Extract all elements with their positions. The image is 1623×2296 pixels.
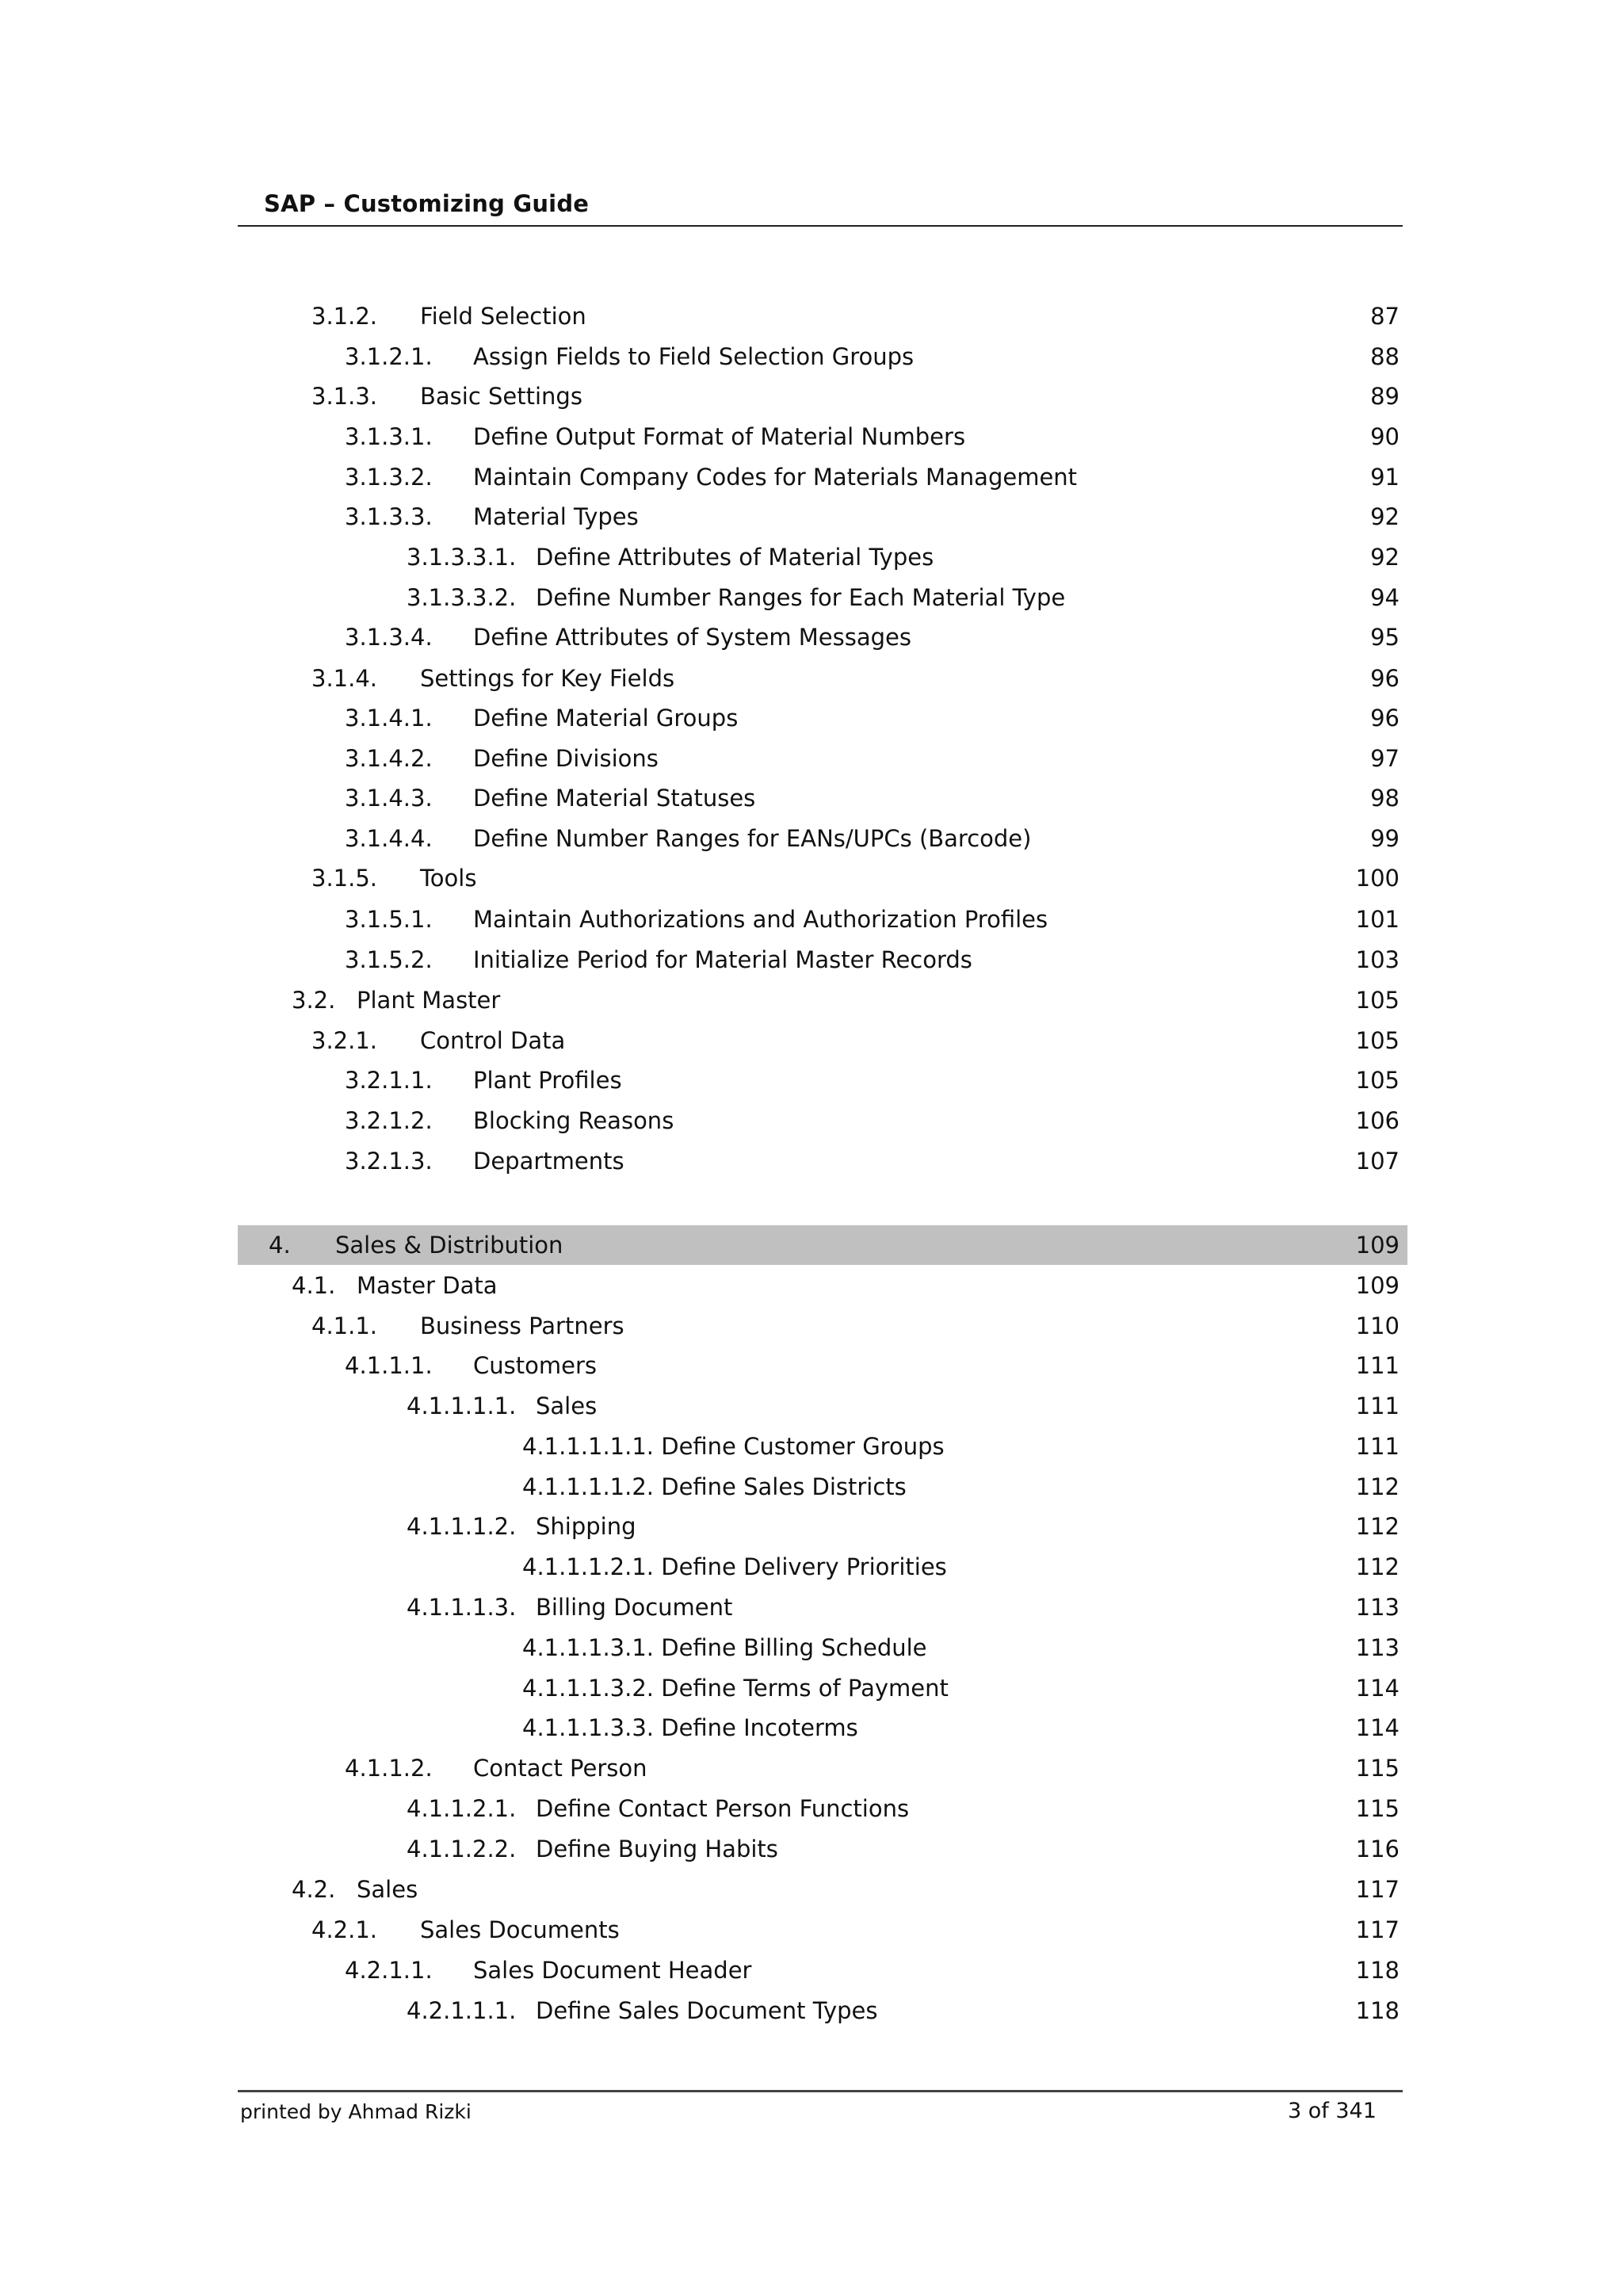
toc-entry-page-number: 118	[1355, 1957, 1400, 1984]
toc-entry-number: 3.2.1.1.	[345, 1067, 433, 1094]
toc-entry-number: 3.1.4.4.	[345, 825, 433, 852]
toc-entry-page-number: 116	[1355, 1836, 1400, 1862]
toc-entry-title: Billing Document	[536, 1594, 733, 1621]
toc-entry[interactable]	[238, 900, 1403, 939]
toc-entry-title: Control Data	[420, 1027, 566, 1054]
toc-entry-label: 4.1.1.1.3.2. Define Terms of Payment	[522, 1675, 949, 1702]
footer-printed-by: printed by Ahmad Rizki	[240, 2100, 472, 2123]
toc-entry[interactable]	[238, 1021, 1403, 1060]
toc-chapter-heading[interactable]	[238, 1225, 1407, 1265]
toc-entry-title: Define Attributes of Material Types	[536, 544, 934, 571]
toc-entry[interactable]	[238, 698, 1403, 738]
toc-entry-page-number: 113	[1355, 1634, 1400, 1661]
toc-entry[interactable]	[238, 1547, 1403, 1587]
toc-entry-page-number: 87	[1370, 303, 1400, 330]
toc-entry-title: Assign Fields to Field Selection Groups	[473, 343, 915, 370]
toc-entry-title: Shipping	[536, 1513, 636, 1540]
toc-entry[interactable]	[238, 1587, 1403, 1627]
toc-entry-title: Maintain Company Codes for Materials Management	[473, 464, 1078, 491]
toc-entry-number: 3.1.3.3.	[345, 503, 433, 530]
toc-entry-number: 3.2.1.2.	[345, 1107, 433, 1134]
toc-entry-title: Plant Master	[357, 987, 501, 1014]
toc-entry-page-number: 92	[1370, 544, 1400, 571]
toc-entry-number: 3.1.2.1.	[345, 343, 433, 370]
toc-entry-title: Material Types	[473, 503, 639, 530]
toc-entry-page-number: 117	[1355, 1916, 1400, 1943]
toc-entry-number: 3.1.3.3.1.	[407, 544, 517, 571]
toc-entry-title: Departments	[473, 1148, 624, 1175]
toc-entry-number: 4.1.1.2.2.	[407, 1836, 517, 1862]
toc-entry-page-number: 110	[1355, 1312, 1400, 1339]
header-divider	[238, 225, 1403, 227]
toc-entry[interactable]	[238, 1427, 1403, 1466]
toc-entry-title: Sales Documents	[420, 1916, 620, 1943]
toc-entry-title: Tools	[420, 865, 477, 892]
toc-entry-title: Settings for Key Fields	[420, 665, 675, 692]
toc-entry[interactable]	[238, 1628, 1403, 1668]
toc-entry[interactable]	[238, 659, 1403, 698]
toc-entry[interactable]	[238, 1060, 1403, 1100]
toc-entry-number: 3.2.1.3.	[345, 1148, 433, 1175]
toc-entry-title: Sales	[357, 1876, 418, 1903]
toc-entry-page-number: 91	[1370, 464, 1400, 491]
toc-entry-title: Define Number Ranges for EANs/UPCs (Barcode)	[473, 825, 1032, 852]
toc-entry-title: Define Number Ranges for Each Material Type	[536, 584, 1066, 611]
toc-entry-number: 3.1.5.1.	[345, 906, 433, 933]
toc-entry-page-number: 114	[1355, 1714, 1400, 1741]
toc-entry-label: 4.1.1.1.2.1. Define Delivery Priorities	[522, 1553, 947, 1580]
toc-entry[interactable]	[238, 1789, 1403, 1828]
toc-entry-title: Maintain Authorizations and Authorization Profiles	[473, 906, 1048, 933]
toc-entry-number: 3.2.1.	[311, 1027, 378, 1054]
toc-entry[interactable]	[238, 497, 1403, 537]
toc-entry-page-number: 107	[1355, 1148, 1400, 1175]
toc-entry-number: 3.1.3.3.2.	[407, 584, 517, 611]
toc-entry-label: 4.1.1.1.3.1. Define Billing Schedule	[522, 1634, 927, 1661]
toc-entry-page-number: 113	[1355, 1594, 1400, 1621]
toc-entry-page-number: 90	[1370, 423, 1400, 450]
toc-entry-page-number: 92	[1370, 503, 1400, 530]
toc-entry-number: 4.	[269, 1232, 291, 1259]
toc-entry-number: 4.1.	[292, 1272, 336, 1299]
toc-entry-title: Sales	[536, 1392, 598, 1419]
toc-entry-page-number: 101	[1355, 906, 1400, 933]
toc-entry-number: 3.1.3.1.	[345, 423, 433, 450]
toc-entry-number: 3.1.4.	[311, 665, 378, 692]
toc-entry-number: 4.1.1.1.3.	[407, 1594, 517, 1621]
toc-entry[interactable]	[238, 296, 1403, 336]
toc-entry[interactable]	[238, 578, 1403, 617]
toc-entry-page-number: 99	[1370, 825, 1400, 852]
toc-entry-page-number: 109	[1355, 1272, 1400, 1299]
footer-page-indicator: 3 of 341	[1288, 2099, 1377, 2123]
toc-entry[interactable]	[238, 1829, 1403, 1869]
toc-entry-title: Define Material Groups	[473, 705, 739, 732]
toc-entry[interactable]	[238, 778, 1403, 818]
toc-entry[interactable]	[238, 1748, 1403, 1788]
toc-entry-number: 3.1.3.2.	[345, 464, 433, 491]
toc-entry-title: Define Buying Habits	[536, 1836, 778, 1862]
toc-entry-page-number: 109	[1355, 1232, 1400, 1259]
toc-entry-title: Field Selection	[420, 303, 586, 330]
toc-entry[interactable]	[238, 1910, 1403, 1950]
toc-entry-number: 4.1.1.2.	[345, 1755, 433, 1782]
toc-entry-title: Sales & Distribution	[335, 1232, 563, 1259]
toc-entry-page-number: 94	[1370, 584, 1400, 611]
toc-entry-page-number: 112	[1355, 1473, 1400, 1500]
toc-entry[interactable]	[238, 1507, 1403, 1546]
toc-entry[interactable]	[238, 940, 1403, 980]
toc-entry[interactable]	[238, 819, 1403, 858]
toc-entry-number: 4.2.1.1.	[345, 1957, 433, 1984]
toc-entry[interactable]	[238, 739, 1403, 778]
toc-entry-label: 4.1.1.1.1.1. Define Customer Groups	[522, 1433, 945, 1460]
toc-entry-number: 4.2.1.1.1.	[407, 1997, 517, 2024]
toc-entry[interactable]	[238, 1991, 1403, 2030]
toc-entry[interactable]	[238, 1386, 1403, 1426]
toc-entry-page-number: 115	[1355, 1755, 1400, 1782]
toc-entry[interactable]	[238, 1346, 1403, 1385]
toc-entry-title: Sales Document Header	[473, 1957, 752, 1984]
toc-entry-page-number: 112	[1355, 1513, 1400, 1540]
toc-entry-page-number: 89	[1370, 383, 1400, 410]
toc-entry-page-number: 115	[1355, 1795, 1400, 1822]
toc-entry-title: Plant Profiles	[473, 1067, 622, 1094]
toc-entry-title: Define Sales Document Types	[536, 1997, 878, 2024]
toc-entry-page-number: 105	[1355, 1067, 1400, 1094]
toc-entry-title: Master Data	[357, 1272, 498, 1299]
toc-entry[interactable]	[238, 376, 1403, 416]
toc-entry[interactable]	[238, 980, 1403, 1020]
toc-entry-title: Define Material Statuses	[473, 785, 756, 812]
toc-entry[interactable]	[238, 1708, 1403, 1748]
toc-entry-title: Initialize Period for Material Master Records	[473, 946, 972, 973]
toc-entry[interactable]	[238, 417, 1403, 457]
toc-entry[interactable]	[238, 1668, 1403, 1708]
toc-entry-page-number: 105	[1355, 987, 1400, 1014]
toc-entry-number: 4.1.1.1.	[345, 1352, 433, 1379]
toc-entry-number: 4.1.1.1.2.	[407, 1513, 517, 1540]
toc-entry-number: 3.1.5.2.	[345, 946, 433, 973]
toc-entry-title: Blocking Reasons	[473, 1107, 674, 1134]
toc-entry-title: Define Contact Person Functions	[536, 1795, 910, 1822]
toc-entry[interactable]	[238, 337, 1403, 376]
toc-entry-number: 4.1.1.2.1.	[407, 1795, 517, 1822]
toc-entry-title: Define Divisions	[473, 745, 659, 772]
toc-entry-title: Define Output Format of Material Numbers	[473, 423, 966, 450]
toc-entry-title: Customers	[473, 1352, 597, 1379]
toc-entry[interactable]	[238, 457, 1403, 497]
toc-entry-page-number: 112	[1355, 1553, 1400, 1580]
toc-entry-page-number: 117	[1355, 1876, 1400, 1903]
toc-entry-number: 3.1.4.2.	[345, 745, 433, 772]
toc-entry-page-number: 111	[1355, 1352, 1400, 1379]
toc-entry-number: 3.2.	[292, 987, 336, 1014]
toc-entry-page-number: 100	[1355, 865, 1400, 892]
toc-entry[interactable]	[238, 1870, 1403, 1909]
toc-entry-page-number: 111	[1355, 1433, 1400, 1460]
toc-entry-page-number: 97	[1370, 745, 1400, 772]
toc-entry-page-number: 118	[1355, 1997, 1400, 2024]
toc-entry-page-number: 106	[1355, 1107, 1400, 1134]
toc-entry-number: 3.1.3.	[311, 383, 378, 410]
toc-entry-title: Define Attributes of System Messages	[473, 624, 911, 651]
toc-entry-page-number: 103	[1355, 946, 1400, 973]
toc-entry-page-number: 105	[1355, 1027, 1400, 1054]
toc-entry-page-number: 111	[1355, 1392, 1400, 1419]
toc-entry-title: Business Partners	[420, 1312, 624, 1339]
toc-entry-label: 4.1.1.1.3.3. Define Incoterms	[522, 1714, 858, 1741]
page-header-title: SAP – Customizing Guide	[264, 190, 590, 217]
toc-entry-number: 4.2.1.	[311, 1916, 378, 1943]
toc-entry-page-number: 96	[1370, 705, 1400, 732]
footer-divider	[238, 2090, 1403, 2092]
toc-entry-page-number: 98	[1370, 785, 1400, 812]
toc-entry-page-number: 88	[1370, 343, 1400, 370]
toc-entry[interactable]	[238, 858, 1403, 898]
toc-entry-number: 4.2.	[292, 1876, 336, 1903]
toc-entry-number: 3.1.4.3.	[345, 785, 433, 812]
toc-entry-number: 3.1.5.	[311, 865, 378, 892]
toc-entry[interactable]	[238, 1101, 1403, 1140]
toc-entry-label: 4.1.1.1.1.2. Define Sales Districts	[522, 1473, 907, 1500]
toc-entry-number: 3.1.3.4.	[345, 624, 433, 651]
toc-entry[interactable]	[238, 1266, 1403, 1305]
toc-entry[interactable]	[238, 617, 1403, 657]
toc-entry[interactable]	[238, 1950, 1403, 1990]
toc-entry-number: 4.1.1.	[311, 1312, 378, 1339]
toc-entry-number: 4.1.1.1.1.	[407, 1392, 517, 1419]
toc-entry-title: Contact Person	[473, 1755, 647, 1782]
toc-entry-title: Basic Settings	[420, 383, 582, 410]
toc-entry-page-number: 114	[1355, 1675, 1400, 1702]
toc-entry-page-number: 96	[1370, 665, 1400, 692]
toc-entry-number: 3.1.4.1.	[345, 705, 433, 732]
toc-entry-page-number: 95	[1370, 624, 1400, 651]
toc-entry[interactable]	[238, 1306, 1403, 1346]
toc-entry[interactable]	[238, 537, 1403, 577]
toc-entry-number: 3.1.2.	[311, 303, 378, 330]
toc-entry[interactable]	[238, 1141, 1403, 1181]
toc-entry[interactable]	[238, 1467, 1403, 1507]
